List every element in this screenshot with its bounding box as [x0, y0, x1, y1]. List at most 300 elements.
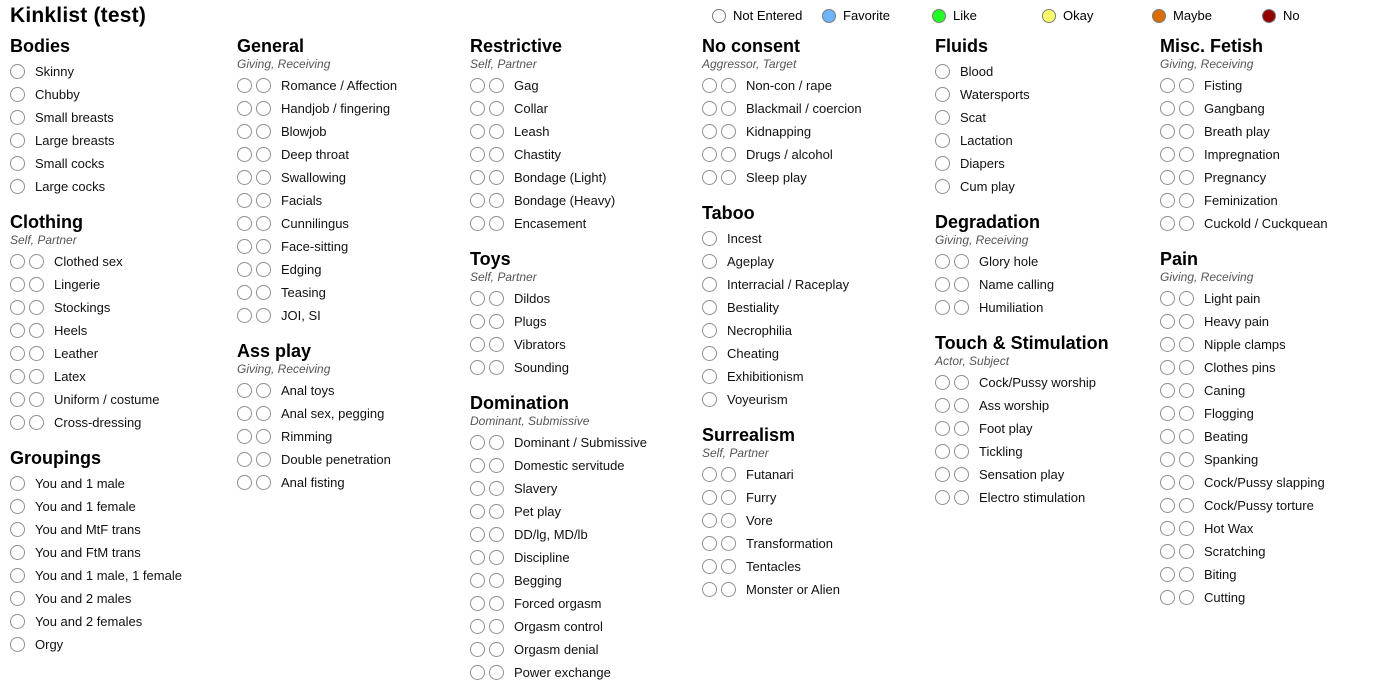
choice-circle[interactable]	[1160, 124, 1175, 139]
choice-circle[interactable]	[10, 522, 25, 537]
choice-circle[interactable]	[489, 573, 504, 588]
choice-circle[interactable]	[10, 323, 25, 338]
choice-circle[interactable]	[702, 101, 717, 116]
choice-circle[interactable]	[256, 452, 271, 467]
choice-circle[interactable]	[470, 337, 485, 352]
kink-item-biting	[1160, 563, 1400, 586]
choice-circle[interactable]	[1160, 101, 1175, 116]
kink-item-furry	[702, 486, 935, 509]
choice-circle[interactable]	[721, 582, 736, 597]
category-surrealism	[702, 425, 935, 601]
choice-circle[interactable]	[256, 475, 271, 490]
choice-circle[interactable]	[237, 101, 252, 116]
choice-circle[interactable]	[10, 415, 25, 430]
kink-label: You and 2 females	[35, 614, 143, 629]
choice-circle[interactable]	[702, 559, 717, 574]
choice-circle[interactable]	[489, 170, 504, 185]
kink-item-electro-stimulation	[935, 486, 1160, 509]
choice-circle[interactable]	[702, 490, 717, 505]
choice-circle[interactable]	[489, 78, 504, 93]
choice-circle[interactable]	[470, 314, 485, 329]
choice-circle[interactable]	[935, 398, 950, 413]
kink-item-small-cocks	[10, 152, 237, 175]
choice-circle[interactable]	[489, 481, 504, 496]
choice-circle[interactable]	[489, 360, 504, 375]
kink-item-sleep-play	[702, 166, 935, 189]
choice-circle[interactable]	[10, 300, 25, 315]
choice-circle[interactable]	[702, 467, 717, 482]
choice-circle[interactable]	[29, 369, 44, 384]
choice-circle[interactable]	[10, 133, 25, 148]
choice-circle[interactable]	[935, 490, 950, 505]
category-items	[1160, 287, 1400, 609]
choice-circle[interactable]	[470, 504, 485, 519]
choice-circle[interactable]	[935, 133, 950, 148]
kink-item-futanari	[702, 463, 935, 486]
category-title: Clothing	[10, 212, 83, 232]
category-pain	[1160, 249, 1400, 609]
choice-circle[interactable]	[935, 179, 950, 194]
choice-circle[interactable]	[489, 527, 504, 542]
choice-circle[interactable]	[237, 429, 252, 444]
choice-circle[interactable]	[256, 193, 271, 208]
choice-circle[interactable]	[1179, 101, 1194, 116]
kink-label: Orgasm control	[514, 619, 603, 634]
choice-circle[interactable]	[935, 110, 950, 125]
kink-label: Dildos	[514, 291, 551, 306]
choice-circle[interactable]	[489, 665, 504, 680]
choice-circle[interactable]	[10, 254, 25, 269]
kink-label: Scat	[960, 110, 987, 125]
choice-circle[interactable]	[935, 467, 950, 482]
kink-label: Light pain	[1204, 291, 1261, 306]
choice-circle[interactable]	[256, 262, 271, 277]
choice-circle[interactable]	[702, 78, 717, 93]
kink-item-clothes-pins	[1160, 356, 1400, 379]
choice-circle[interactable]	[702, 582, 717, 597]
choice-circle[interactable]	[237, 216, 252, 231]
kink-item-name-calling	[935, 273, 1160, 296]
kink-item-leash	[470, 120, 702, 143]
choice-circle[interactable]	[1160, 498, 1175, 513]
choice-circle[interactable]	[29, 346, 44, 361]
choice-circle[interactable]	[1160, 193, 1175, 208]
choice-circle[interactable]	[1160, 314, 1175, 329]
choice-circle[interactable]	[470, 216, 485, 231]
choice-circle[interactable]	[489, 147, 504, 162]
choice-circle[interactable]	[702, 147, 717, 162]
choice-circle[interactable]	[489, 101, 504, 116]
category-items	[1160, 74, 1400, 235]
choice-circle[interactable]	[10, 568, 25, 583]
choice-circle[interactable]	[470, 193, 485, 208]
choice-circle[interactable]	[470, 550, 485, 565]
choice-circle[interactable]	[10, 277, 25, 292]
choice-circle[interactable]	[470, 101, 485, 116]
choice-circle[interactable]	[1160, 216, 1175, 231]
choice-circle[interactable]	[702, 277, 717, 292]
choice-circle[interactable]	[470, 527, 485, 542]
choice-circle[interactable]	[935, 300, 950, 315]
category-title: Degradation	[935, 212, 1041, 232]
choice-circle[interactable]	[10, 499, 25, 514]
category-title: Toys	[470, 249, 511, 269]
choice-circle[interactable]	[721, 490, 736, 505]
kink-label: Fisting	[1204, 78, 1243, 93]
choice-circle[interactable]	[256, 78, 271, 93]
choice-circle[interactable]	[721, 513, 736, 528]
choice-circle[interactable]	[1179, 383, 1194, 398]
choice-circle[interactable]	[470, 360, 485, 375]
choice-circle[interactable]	[721, 101, 736, 116]
choice-circle[interactable]	[1179, 291, 1194, 306]
choice-circle[interactable]	[954, 300, 969, 315]
choice-circle[interactable]	[721, 536, 736, 551]
choice-circle[interactable]	[470, 481, 485, 496]
kink-item-ass-worship	[935, 394, 1160, 417]
choice-circle[interactable]	[470, 435, 485, 450]
kink-item-double-penetration	[237, 448, 470, 471]
category-items	[10, 250, 237, 434]
choice-circle[interactable]	[702, 170, 717, 185]
choice-circle[interactable]	[1160, 78, 1175, 93]
category-items	[702, 463, 935, 601]
choice-circle[interactable]	[721, 78, 736, 93]
choice-circle[interactable]	[256, 101, 271, 116]
choice-circle[interactable]	[489, 337, 504, 352]
choice-circle[interactable]	[1160, 383, 1175, 398]
choice-circle[interactable]	[702, 300, 717, 315]
choice-circle[interactable]	[489, 596, 504, 611]
choice-circle[interactable]	[256, 239, 271, 254]
legend-no-circle-icon	[1262, 9, 1276, 23]
kink-label: Hot Wax	[1204, 521, 1254, 536]
category-title: Pain	[1160, 249, 1199, 269]
choice-circle[interactable]	[489, 124, 504, 139]
choice-circle[interactable]	[237, 406, 252, 421]
choice-circle[interactable]	[721, 147, 736, 162]
choice-circle[interactable]	[489, 619, 504, 634]
choice-circle[interactable]	[470, 619, 485, 634]
kink-label: Bestiality	[727, 300, 780, 315]
choice-circle[interactable]	[237, 383, 252, 398]
choice-circle[interactable]	[470, 291, 485, 306]
kink-label: Ass worship	[979, 398, 1050, 413]
kink-item-cross-dressing	[10, 411, 237, 434]
choice-circle[interactable]	[256, 124, 271, 139]
kink-label: Lingerie	[54, 277, 101, 292]
choice-circle[interactable]	[489, 291, 504, 306]
choice-circle[interactable]	[29, 323, 44, 338]
kink-item-clothed-sex	[10, 250, 237, 273]
choice-circle[interactable]	[10, 614, 25, 629]
choice-circle[interactable]	[237, 475, 252, 490]
category-subtitle: Giving, Receiving	[935, 233, 1029, 247]
kink-label: Double penetration	[281, 452, 391, 467]
choice-circle[interactable]	[1179, 429, 1194, 444]
choice-circle[interactable]	[10, 591, 25, 606]
category-title: Ass play	[237, 341, 312, 361]
choice-circle[interactable]	[470, 642, 485, 657]
choice-circle[interactable]	[489, 435, 504, 450]
choice-circle[interactable]	[702, 323, 717, 338]
choice-circle[interactable]	[256, 170, 271, 185]
choice-circle[interactable]	[721, 559, 736, 574]
kink-item-bondage-light	[470, 166, 702, 189]
kink-label: You and FtM trans	[35, 545, 141, 560]
choice-circle[interactable]	[237, 239, 252, 254]
choice-circle[interactable]	[1179, 193, 1194, 208]
choice-circle[interactable]	[256, 216, 271, 231]
choice-circle[interactable]	[1179, 216, 1194, 231]
choice-circle[interactable]	[10, 369, 25, 384]
choice-circle[interactable]	[1179, 521, 1194, 536]
category-items	[10, 472, 237, 656]
kink-label: Cum play	[960, 179, 1015, 194]
choice-circle[interactable]	[489, 642, 504, 657]
kink-item-scat	[935, 106, 1160, 129]
choice-circle[interactable]	[935, 375, 950, 390]
kink-item-latex	[10, 365, 237, 388]
choice-circle[interactable]	[29, 392, 44, 407]
choice-circle[interactable]	[1179, 360, 1194, 375]
choice-circle[interactable]	[1160, 360, 1175, 375]
choice-circle[interactable]	[10, 64, 25, 79]
kink-item-handjob-fingering	[237, 97, 470, 120]
choice-circle[interactable]	[1179, 124, 1194, 139]
category-subtitle: Giving, Receiving	[1160, 270, 1254, 284]
choice-circle[interactable]	[237, 452, 252, 467]
choice-circle[interactable]	[954, 467, 969, 482]
choice-circle[interactable]	[702, 254, 717, 269]
choice-circle[interactable]	[10, 476, 25, 491]
choice-circle[interactable]	[935, 421, 950, 436]
choice-circle[interactable]	[935, 156, 950, 171]
choice-circle[interactable]	[1179, 170, 1194, 185]
choice-circle[interactable]	[1160, 590, 1175, 605]
choice-circle[interactable]	[954, 375, 969, 390]
category-subtitle: Aggressor, Target	[702, 57, 797, 71]
category-groupings	[10, 448, 237, 656]
kink-label: You and 2 males	[35, 591, 132, 606]
kink-label: Clothed sex	[54, 254, 123, 269]
choice-circle[interactable]	[29, 300, 44, 315]
choice-circle[interactable]	[1179, 78, 1194, 93]
choice-circle[interactable]	[954, 490, 969, 505]
choice-circle[interactable]	[721, 170, 736, 185]
legend-label: Not Entered	[733, 8, 803, 23]
choice-circle[interactable]	[954, 444, 969, 459]
choice-circle[interactable]	[237, 170, 252, 185]
kink-label: Necrophilia	[727, 323, 793, 338]
kink-label: Glory hole	[979, 254, 1039, 269]
choice-circle[interactable]	[935, 87, 950, 102]
choice-circle[interactable]	[1160, 429, 1175, 444]
choice-circle[interactable]	[1160, 406, 1175, 421]
kink-label: Large cocks	[35, 179, 106, 194]
choice-circle[interactable]	[954, 398, 969, 413]
choice-circle[interactable]	[10, 110, 25, 125]
choice-circle[interactable]	[10, 179, 25, 194]
kink-label: Encasement	[514, 216, 587, 231]
kink-label: Non-con / rape	[746, 78, 832, 93]
choice-circle[interactable]	[489, 550, 504, 565]
kink-label: Biting	[1204, 567, 1237, 582]
choice-circle[interactable]	[256, 308, 271, 323]
choice-circle[interactable]	[702, 536, 717, 551]
kink-label: Romance / Affection	[281, 78, 398, 93]
choice-circle[interactable]	[1160, 475, 1175, 490]
choice-circle[interactable]	[489, 193, 504, 208]
kink-item-anal-fisting	[237, 471, 470, 494]
kink-item-skinny	[10, 60, 237, 83]
kink-item-watersports	[935, 83, 1160, 106]
choice-circle[interactable]	[256, 285, 271, 300]
choice-circle[interactable]	[237, 124, 252, 139]
choice-circle[interactable]	[489, 458, 504, 473]
kink-item-kidnapping	[702, 120, 935, 143]
kink-label: Interracial / Raceplay	[727, 277, 850, 292]
choice-circle[interactable]	[1160, 567, 1175, 582]
choice-circle[interactable]	[10, 346, 25, 361]
category-title: No consent	[702, 36, 801, 56]
kink-item-nipple-clamps	[1160, 333, 1400, 356]
choice-circle[interactable]	[29, 277, 44, 292]
choice-circle[interactable]	[237, 262, 252, 277]
choice-circle[interactable]	[10, 156, 25, 171]
choice-circle[interactable]	[10, 545, 25, 560]
kink-label: Power exchange	[514, 665, 611, 680]
choice-circle[interactable]	[489, 504, 504, 519]
choice-circle[interactable]	[470, 147, 485, 162]
choice-circle[interactable]	[1160, 291, 1175, 306]
kink-item-dominant-submissive	[470, 431, 702, 454]
choice-circle[interactable]	[1160, 337, 1175, 352]
kink-label: Orgy	[35, 637, 64, 652]
choice-circle[interactable]	[256, 406, 271, 421]
choice-circle[interactable]	[1179, 314, 1194, 329]
choice-circle[interactable]	[702, 231, 717, 246]
kink-label: Small breasts	[35, 110, 114, 125]
choice-circle[interactable]	[1160, 521, 1175, 536]
choice-circle[interactable]	[237, 147, 252, 162]
kink-item-interracial-raceplay	[702, 273, 935, 296]
kink-item-anal-sex-pegging	[237, 402, 470, 425]
kink-item-uniform-costume	[10, 388, 237, 411]
choice-circle[interactable]	[721, 467, 736, 482]
choice-circle[interactable]	[237, 78, 252, 93]
choice-circle[interactable]	[237, 308, 252, 323]
kink-item-collar	[470, 97, 702, 120]
choice-circle[interactable]	[721, 124, 736, 139]
choice-circle[interactable]	[256, 383, 271, 398]
legend-maybe-circle-icon	[1152, 9, 1166, 23]
choice-circle[interactable]	[1160, 147, 1175, 162]
choice-circle[interactable]	[954, 277, 969, 292]
choice-circle[interactable]	[489, 216, 504, 231]
choice-circle[interactable]	[954, 254, 969, 269]
kink-item-vibrators	[470, 333, 702, 356]
choice-circle[interactable]	[470, 170, 485, 185]
kink-item-plugs	[470, 310, 702, 333]
category-items	[702, 74, 935, 189]
kink-label: Begging	[514, 573, 562, 588]
kink-label: Blowjob	[281, 124, 327, 139]
choice-circle[interactable]	[470, 596, 485, 611]
choice-circle[interactable]	[954, 421, 969, 436]
legend-like-circle-icon	[932, 9, 946, 23]
choice-circle[interactable]	[935, 254, 950, 269]
choice-circle[interactable]	[470, 665, 485, 680]
choice-circle[interactable]	[1179, 452, 1194, 467]
category-fluids	[935, 36, 1160, 198]
choice-circle[interactable]	[702, 392, 717, 407]
choice-circle[interactable]	[702, 369, 717, 384]
choice-circle[interactable]	[470, 78, 485, 93]
choice-circle[interactable]	[237, 193, 252, 208]
legend-item-maybe	[1152, 8, 1262, 23]
choice-circle[interactable]	[1179, 337, 1194, 352]
kink-label: Edging	[281, 262, 322, 277]
category-subtitle: Self, Partner	[470, 270, 537, 284]
kink-item-blood	[935, 60, 1160, 83]
kink-item-joi-si	[237, 304, 470, 327]
kink-item-necrophilia	[702, 319, 935, 342]
choice-circle[interactable]	[256, 147, 271, 162]
choice-circle[interactable]	[935, 64, 950, 79]
choice-circle[interactable]	[10, 87, 25, 102]
choice-circle[interactable]	[1179, 475, 1194, 490]
legend	[712, 8, 1300, 23]
choice-circle[interactable]	[470, 573, 485, 588]
legend-item-favorite	[822, 8, 932, 23]
choice-circle[interactable]	[1179, 406, 1194, 421]
choice-circle[interactable]	[1179, 544, 1194, 559]
kink-label: Large breasts	[35, 133, 115, 148]
choice-circle[interactable]	[935, 277, 950, 292]
choice-circle[interactable]	[489, 314, 504, 329]
choice-circle[interactable]	[29, 415, 44, 430]
kink-item-orgasm-denial	[470, 638, 702, 661]
choice-circle[interactable]	[470, 124, 485, 139]
choice-circle[interactable]	[702, 346, 717, 361]
kink-item-feminization	[1160, 189, 1400, 212]
category-title: Restrictive	[470, 36, 563, 56]
kink-item-you-and-1-male-1-female	[10, 564, 237, 587]
choice-circle[interactable]	[237, 285, 252, 300]
choice-circle[interactable]	[10, 392, 25, 407]
choice-circle[interactable]	[1160, 170, 1175, 185]
choice-circle[interactable]	[256, 429, 271, 444]
choice-circle[interactable]	[935, 444, 950, 459]
kink-label: Heavy pain	[1204, 314, 1270, 329]
kink-label: Bondage (Light)	[514, 170, 607, 185]
choice-circle[interactable]	[702, 513, 717, 528]
choice-circle[interactable]	[1160, 544, 1175, 559]
legend-item-okay	[1042, 8, 1152, 23]
choice-circle[interactable]	[1179, 498, 1194, 513]
choice-circle[interactable]	[470, 458, 485, 473]
choice-circle[interactable]	[10, 637, 25, 652]
kink-item-spanking	[1160, 448, 1400, 471]
choice-circle[interactable]	[1160, 452, 1175, 467]
kink-item-leather	[10, 342, 237, 365]
choice-circle[interactable]	[702, 124, 717, 139]
choice-circle[interactable]	[1179, 147, 1194, 162]
choice-circle[interactable]	[1179, 567, 1194, 582]
choice-circle[interactable]	[1179, 590, 1194, 605]
choice-circle[interactable]	[29, 254, 44, 269]
